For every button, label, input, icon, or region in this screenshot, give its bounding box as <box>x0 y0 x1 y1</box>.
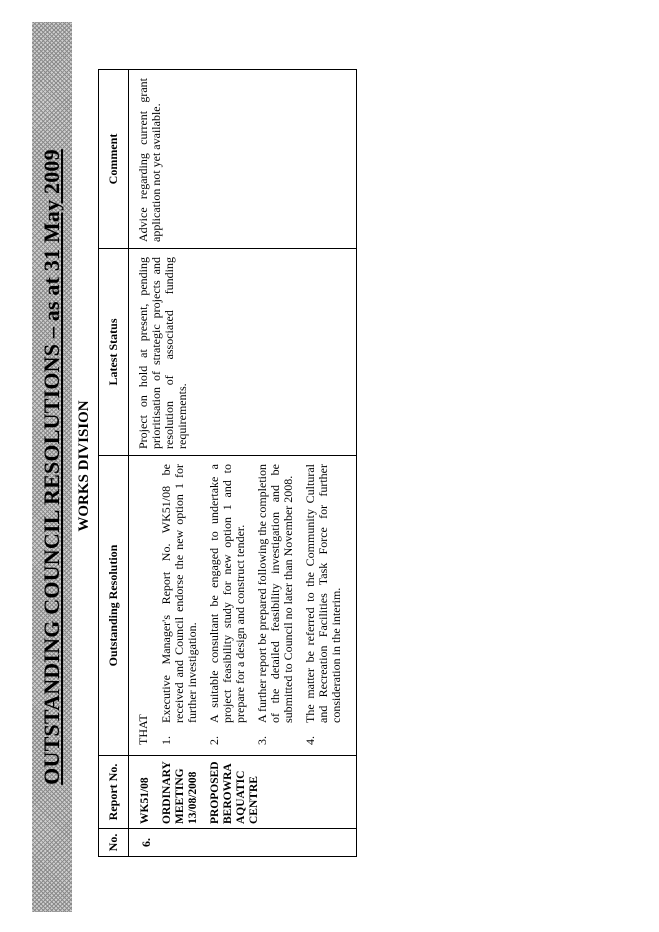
document-title: OUTSTANDING COUNCIL RESOLUTIONS – as at 31 May 2009 <box>39 149 64 785</box>
resolution-item <box>304 464 343 745</box>
report-subject <box>209 760 261 824</box>
meeting-line: MEETING <box>174 768 186 824</box>
resolution-cell <box>129 456 357 756</box>
resolution-item-text: A suitable consultant be engaged to undertake a project feasibility study for new option 1 and to prepare for a design and construct tender. <box>207 464 247 723</box>
meeting-line: ORDINARY <box>161 761 173 824</box>
column-header-resolution: Outstanding Resolution <box>99 456 129 756</box>
resolutions-table <box>98 69 357 857</box>
column-header-status: Latest Status <box>99 249 129 456</box>
resolution-item-number: 3. <box>255 736 269 745</box>
item-number: 6. <box>129 829 357 857</box>
table-row <box>129 70 357 857</box>
table-header-row <box>99 70 129 857</box>
subject-line: AQUATIC <box>235 770 247 824</box>
division-heading: WORKS DIVISION <box>76 400 92 532</box>
meeting-date: 13/08/2008 <box>187 771 199 824</box>
comment: Advice regarding current grant application not yet available. <box>129 70 357 249</box>
resolution-intro: THAT <box>136 714 150 745</box>
subject-line: CENTRE <box>248 776 260 824</box>
resolution-item <box>256 464 295 745</box>
resolution-item-text: A further report be prepared following the completion of the detailed feasibility investigation and be submitted to Council no later than November 2008. <box>255 464 295 723</box>
resolution-item <box>160 464 199 745</box>
resolution-item-number: 2. <box>207 736 221 745</box>
meeting-info <box>161 760 200 824</box>
title-banner <box>32 22 72 912</box>
resolution-item-text: Executive Manager's Report No. WK51/08 be received and Council endorse the new option 1 for further investigation. <box>159 464 199 723</box>
column-header-comment: Comment <box>99 70 129 249</box>
latest-status: Project on hold at present, pending prioritisation of strategic projects and resolution of associated funding requirements. <box>129 249 357 456</box>
resolution-item-text: The matter be referred to the Community Cultural and Recreation Facilities Task Force for further consideration in the interim. <box>303 464 343 723</box>
resolution-item-number: 4. <box>303 736 317 745</box>
resolution-item-number: 1. <box>159 736 173 745</box>
resolution-item <box>208 464 247 745</box>
column-header-no: No. <box>99 829 129 857</box>
subject-line: BEROWRA <box>222 763 234 824</box>
subject-line: PROPOSED <box>209 761 221 824</box>
column-header-report-no: Report No. <box>99 756 129 829</box>
report-cell <box>129 756 357 829</box>
report-number: WK51/08 <box>139 777 151 824</box>
